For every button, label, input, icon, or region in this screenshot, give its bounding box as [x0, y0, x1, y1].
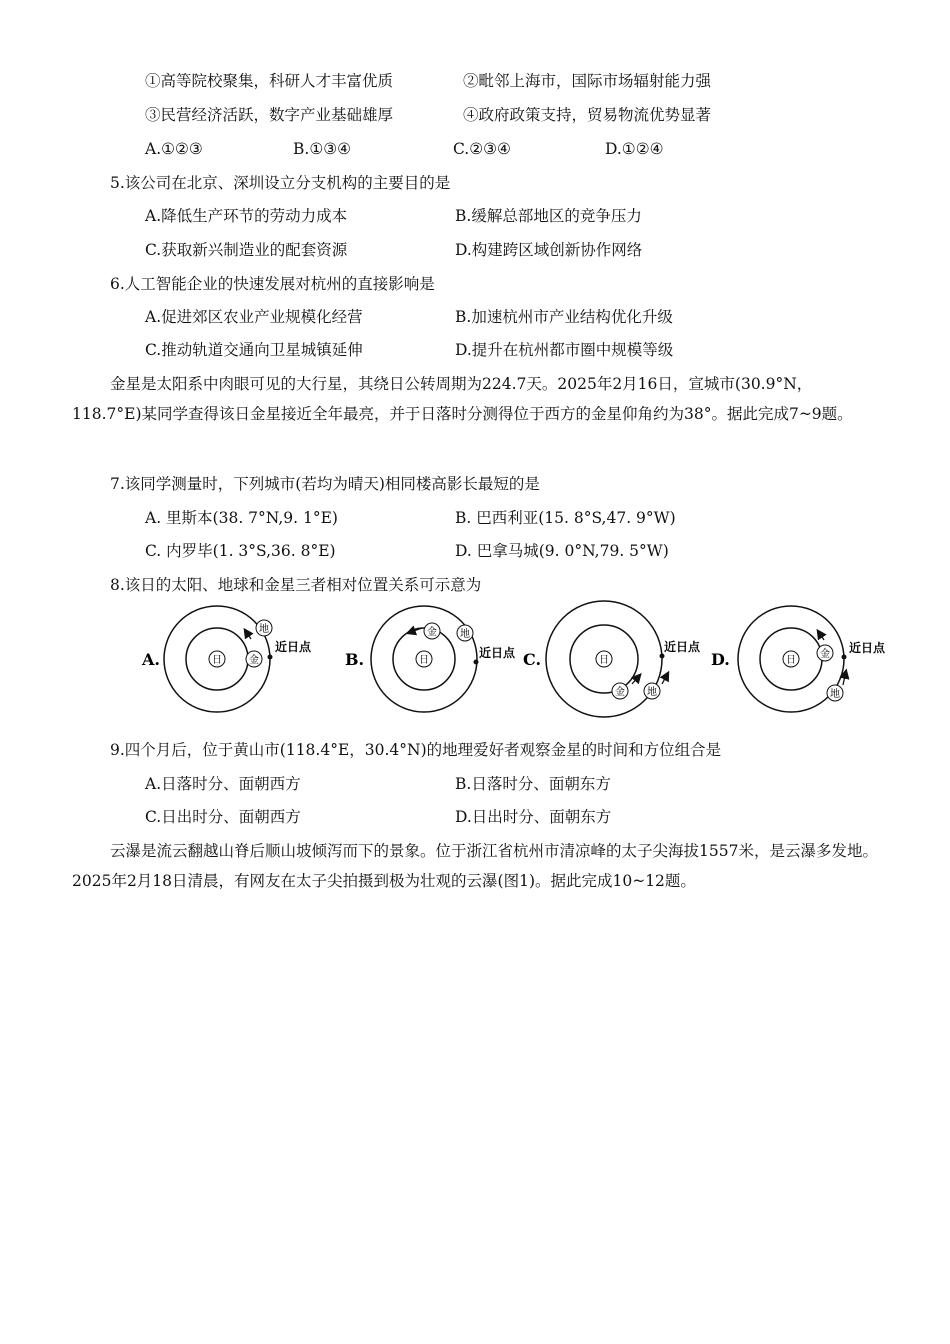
passage-venus: 金星是太阳系中肉眼可见的大行星，其绕日公转周期为224.7天。2025年2月16日，宣城市(30.9°N，118.7°E)某同学查得该日金星接近全年最亮，并于日落时分测得位于西方的金星仰角约为38°。据此完成7~9题。: [72, 375, 853, 423]
q5-option-d: D.构建跨区域创新协作网络: [455, 241, 643, 259]
q4-statement-2: ②毗邻上海市，国际市场辐射能力强: [463, 72, 712, 90]
diagram-b-perihelion: 近日点: [479, 646, 516, 660]
q7-option-c: C. 内罗毕(1. 3°S,36. 8°E): [145, 542, 336, 560]
q4-option-b: B.①③④: [293, 140, 352, 158]
q9-option-a: A.日落时分、面朝西方: [145, 775, 301, 793]
diagram-b-venus: 金: [427, 627, 437, 638]
diagram-a-venus: 金: [249, 655, 259, 666]
q7-stem: 7.该同学测量时，下列城市(若均为晴天)相同楼高影长最短的是: [110, 475, 540, 493]
q6-option-d: D.提升在杭州都市圈中规模等级: [455, 341, 674, 359]
q4-option-c: C.②③④: [453, 140, 511, 158]
q7-option-a: A. 里斯本(38. 7°N,9. 1°E): [145, 509, 338, 527]
diagram-d-sun: 日: [786, 655, 796, 666]
q6-option-b: B.加速杭州市产业结构优化升级: [455, 308, 673, 326]
passage-cloud-waterfall: 云瀑是流云翻越山脊后顺山坡倾泻而下的景象。位于浙江省杭州市清凉峰的太子尖海拔1557米，是云瀑多发地。2025年2月18日清晨，有网友在太子尖拍摄到极为壮观的云瀑(图1)。据此完成10~12题。: [72, 842, 878, 890]
q6-option-c: C.推动轨道交通向卫星城镇延伸: [145, 341, 363, 359]
q4-option-a: A.①②③: [145, 140, 203, 158]
q9-option-d: D.日出时分、面朝东方: [455, 808, 612, 826]
q4-statement-4: ④政府政策支持，贸易物流优势显著: [463, 106, 712, 124]
q5-stem: 5.该公司在北京、深圳设立分支机构的主要目的是: [110, 174, 451, 192]
q8-stem: 8.该日的太阳、地球和金星三者相对位置关系可示意为: [110, 576, 482, 594]
diagram-d-letter: D.: [711, 650, 730, 669]
q5-option-c: C.获取新兴制造业的配套资源: [145, 241, 348, 259]
diagram-c-venus: 金: [615, 687, 625, 698]
diagram-d: [711, 606, 886, 712]
diagram-c: [523, 601, 701, 717]
diagram-a-sun: 日: [212, 655, 222, 666]
q8-orbit-diagrams: [0, 595, 950, 725]
q9-option-b: B.日落时分、面朝东方: [455, 775, 611, 793]
diagram-a-earth: 地: [259, 624, 269, 635]
diagram-a-letter: A.: [142, 650, 160, 669]
diagram-b-earth: 地: [460, 629, 470, 640]
q9-option-c: C.日出时分、面朝西方: [145, 808, 301, 826]
diagram-a: [141, 606, 312, 712]
diagram-c-earth: 地: [647, 687, 657, 698]
diagram-d-earth: 地: [830, 689, 840, 700]
q7-option-d: D. 巴拿马城(9. 0°N,79. 5°W): [455, 542, 669, 560]
q6-option-a: A.促进郊区农业产业规模化经营: [145, 308, 363, 326]
q9-stem: 9.四个月后，位于黄山市(118.4°E，30.4°N)的地理爱好者观察金星的时间和方位组合是: [110, 741, 722, 759]
diagram-b: [345, 606, 516, 712]
diagram-c-letter: C.: [523, 650, 542, 669]
diagram-d-perihelion: 近日点: [849, 641, 886, 655]
q7-option-b: B. 巴西利亚(15. 8°S,47. 9°W): [455, 509, 676, 527]
q5-option-a: A.降低生产环节的劳动力成本: [145, 207, 348, 225]
diagram-d-venus: 金: [820, 649, 830, 660]
q4-statement-1: ①高等院校聚集，科研人才丰富优质: [145, 72, 394, 90]
diagram-c-perihelion: 近日点: [664, 640, 701, 654]
diagram-b-letter: B.: [345, 650, 365, 669]
q6-stem: 6.人工智能企业的快速发展对杭州的直接影响是: [110, 275, 435, 293]
q4-option-d: D.①②④: [605, 140, 664, 158]
q5-option-b: B.缓解总部地区的竞争压力: [455, 207, 642, 225]
q4-statement-3: ③民营经济活跃，数字产业基础雄厚: [145, 106, 394, 124]
diagram-c-sun: 日: [599, 655, 609, 666]
diagram-b-sun: 日: [419, 655, 429, 666]
diagram-a-perihelion: 近日点: [275, 640, 312, 654]
